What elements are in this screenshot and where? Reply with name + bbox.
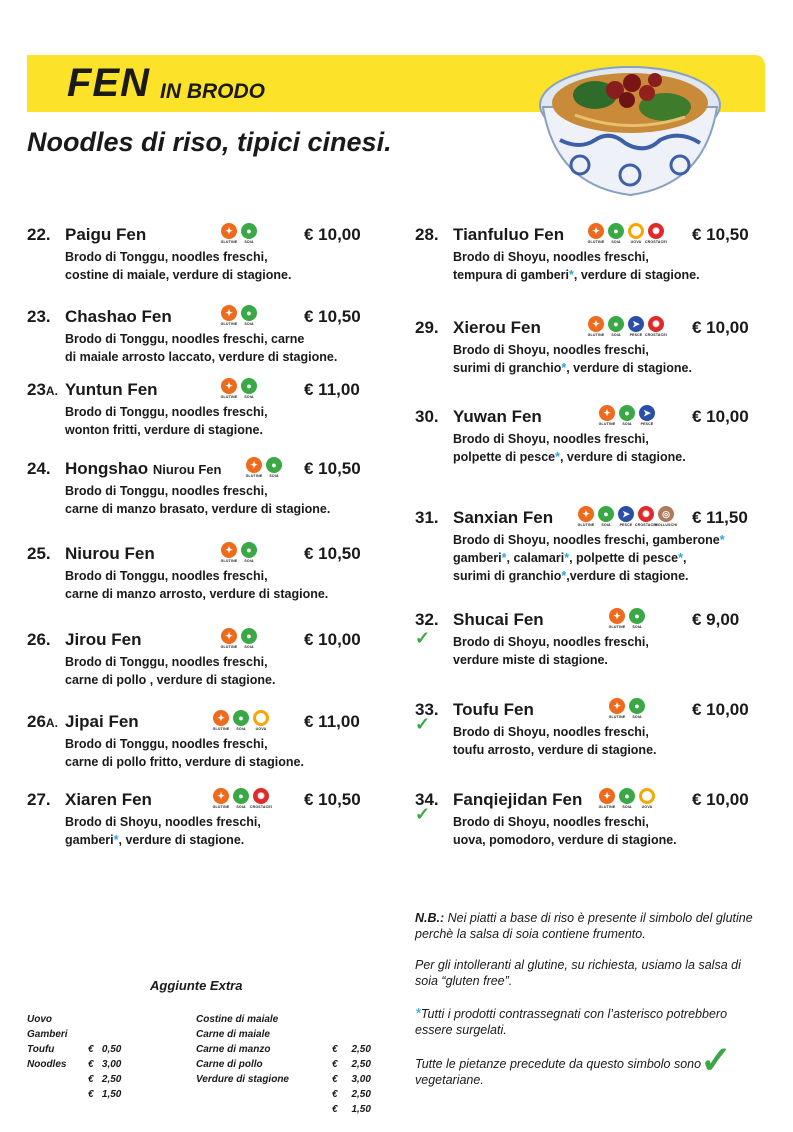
dish-price: € 10,00 xyxy=(692,407,749,426)
dish-price: € 10,50 xyxy=(304,459,361,478)
crostacei-icon: ✺ xyxy=(638,506,654,522)
noodle-bowl-illustration xyxy=(535,45,725,205)
pesce-icon: ➤ xyxy=(618,506,634,522)
glutine-icon: ✦ xyxy=(599,788,615,804)
dish-price: € 11,50 xyxy=(692,508,748,527)
dish-description: Brodo di Shoyu, noodles freschi, gamberone* gamberi*, calamari*, polpette di pesce*, surimi di granchio*,verdure di stagione. xyxy=(453,533,725,583)
crostacei-icon: ✺ xyxy=(648,316,664,332)
extras-title: Aggiunte Extra xyxy=(150,978,243,993)
dish-description: Brodo di Tonggu, noodles freschi, carne di manzo brasato, verdure di stagione. xyxy=(65,484,331,516)
dish-price: € 10,50 xyxy=(692,225,749,244)
extras-col1-names: Uovo Gamberi Toufu Noodles xyxy=(27,1014,68,1070)
note-frozen: *Tutti i prodotti contrassegnati con l’asterisco potrebbero essere surgelati. xyxy=(415,1005,728,1037)
note-vegetarian: Tutte le pietanze precedute da questo simbolo sono vegetariane. xyxy=(415,1057,702,1087)
dish-description: Brodo di Tonggu, noodles freschi, carne di maiale arrosto laccato, verdure di stagione. xyxy=(65,332,338,364)
glutine-icon: ✦ xyxy=(221,305,237,321)
dish-name: Xierou Fen xyxy=(453,318,541,337)
dish-description: Brodo di Tonggu, noodles freschi, carne di manzo arrosto, verdure di stagione. xyxy=(65,569,329,601)
dish-name: Jipai Fen xyxy=(65,712,139,731)
dish-price: € 10,50 xyxy=(304,307,361,326)
uova-icon xyxy=(639,788,655,804)
soia-icon: ● xyxy=(241,305,257,321)
glutine-icon: ✦ xyxy=(221,223,237,239)
dish-name: Xiaren Fen xyxy=(65,790,152,809)
dish-description: Brodo di Shoyu, noodles freschi, gamberi*, verdure di stagione. xyxy=(65,815,261,847)
soia-icon: ● xyxy=(233,788,249,804)
dish-price: € 11,00 xyxy=(304,712,360,731)
vegetarian-icon: ✓ xyxy=(700,1040,732,1082)
glutine-icon: ✦ xyxy=(221,542,237,558)
dish-price: € 10,00 xyxy=(692,700,749,719)
vegetarian-icon: ✓ xyxy=(415,714,431,734)
dish-name: Toufu Fen xyxy=(453,700,534,719)
dish-price: € 10,50 xyxy=(304,790,361,809)
dish-price: € 10,00 xyxy=(304,630,361,649)
dish-name: Tianfuluo Fen xyxy=(453,225,565,244)
soia-icon: ● xyxy=(619,405,635,421)
glutine-icon: ✦ xyxy=(578,506,594,522)
note-nb: N.B.: Nei piatti a base di riso è presente il simbolo del glutine perchè la salsa di soia contiene frumento. xyxy=(415,911,753,941)
glutine-icon: ✦ xyxy=(213,710,229,726)
pesce-icon: ➤ xyxy=(628,316,644,332)
dish-price: € 10,50 xyxy=(304,544,361,563)
extras-col1-prices: € 0,50 € 3,00 € 2,50 € 1,50 xyxy=(88,1044,122,1100)
note-gluten-free: Per gli intolleranti al glutine, su richiesta, usiamo la salsa di soia “gluten free”. xyxy=(415,958,741,988)
dish-price: € 10,00 xyxy=(692,790,749,809)
soia-icon: ● xyxy=(598,506,614,522)
dish-name: Yuwan Fen xyxy=(453,407,542,426)
dish-description: Brodo di Tonggu, noodles freschi, wonton fritti, verdure di stagione. xyxy=(65,405,268,437)
molluschi-icon: ◎ xyxy=(658,506,674,522)
vegetarian-icon: ✓ xyxy=(415,804,431,824)
dish-description: Brodo di Shoyu, noodles freschi, verdure miste di stagione. xyxy=(453,635,649,667)
dish-name: Sanxian Fen xyxy=(453,508,554,527)
dish-name: Niurou Fen xyxy=(65,544,155,563)
soia-icon: ● xyxy=(266,457,282,473)
glutine-icon: ✦ xyxy=(588,223,604,239)
dish-price: € 11,00 xyxy=(304,380,360,399)
soia-icon: ● xyxy=(608,316,624,332)
page-title-suffix: IN BRODO xyxy=(160,80,265,103)
dish-name: Chashao Fen xyxy=(65,307,172,326)
extras-col2-names: Costine di maiale Carne di maiale Carne di manzo Carne di pollo Verdure di stagione xyxy=(196,1014,289,1085)
extras-col2-prices: € 2,50 € 2,50 € 3,00 € 2,50 € 1,50 xyxy=(332,1044,371,1115)
uova-icon xyxy=(628,223,644,239)
dish-name: Jirou Fen xyxy=(65,630,142,649)
dish-description: Brodo di Shoyu, noodles freschi, polpette di pesce*, verdure di stagione. xyxy=(453,432,686,464)
dish-name: Fanqiejidan Fen xyxy=(453,790,583,809)
glutine-icon: ✦ xyxy=(599,405,615,421)
glutine-icon: ✦ xyxy=(609,698,625,714)
uova-icon xyxy=(253,710,269,726)
dish-description: Brodo di Shoyu, noodles freschi, surimi di granchio*, verdure di stagione. xyxy=(453,343,692,375)
pesce-icon: ➤ xyxy=(639,405,655,421)
soia-icon: ● xyxy=(241,378,257,394)
page-subtitle: Noodles di riso, tipici cinesi. xyxy=(27,127,392,157)
dish-name: Paigu Fen xyxy=(65,225,147,244)
dish-description: Brodo di Shoyu, noodles freschi, uova, pomodoro, verdure di stagione. xyxy=(453,815,677,847)
soia-icon: ● xyxy=(629,608,645,624)
dish-name: Shucai Fen xyxy=(453,610,544,629)
page-title: FEN xyxy=(67,61,150,105)
glutine-icon: ✦ xyxy=(609,608,625,624)
dish-price: € 10,00 xyxy=(304,225,361,244)
dish-name: Yuntun Fen xyxy=(65,380,158,399)
glutine-icon: ✦ xyxy=(588,316,604,332)
glutine-icon: ✦ xyxy=(221,628,237,644)
glutine-icon: ✦ xyxy=(213,788,229,804)
dish-description: Brodo di Shoyu, noodles freschi, tempura di gamberi*, verdure di stagione. xyxy=(453,250,700,282)
dish-description: Brodo di Tonggu, noodles freschi, costine di maiale, verdure di stagione. xyxy=(65,250,292,282)
soia-icon: ● xyxy=(241,223,257,239)
dish-description: Brodo di Shoyu, noodles freschi, toufu arrosto, verdure di stagione. xyxy=(453,725,657,757)
glutine-icon: ✦ xyxy=(246,457,262,473)
glutine-icon: ✦ xyxy=(221,378,237,394)
soia-icon: ● xyxy=(619,788,635,804)
soia-icon: ● xyxy=(608,223,624,239)
vegetarian-icon: ✓ xyxy=(415,628,431,648)
dish-description: Brodo di Tonggu, noodles freschi, carne di pollo fritto, verdure di stagione. xyxy=(65,737,304,769)
crostacei-icon: ✺ xyxy=(648,223,664,239)
soia-icon: ● xyxy=(629,698,645,714)
soia-icon: ● xyxy=(241,628,257,644)
soia-icon: ● xyxy=(241,542,257,558)
crostacei-icon: ✺ xyxy=(253,788,269,804)
dish-name: Hongshao Niurou Fen xyxy=(65,459,222,478)
dish-price: € 9,00 xyxy=(692,610,740,629)
soia-icon: ● xyxy=(233,710,249,726)
dish-description: Brodo di Tonggu, noodles freschi, carne di pollo , verdure di stagione. xyxy=(65,655,276,687)
dish-price: € 10,00 xyxy=(692,318,749,337)
